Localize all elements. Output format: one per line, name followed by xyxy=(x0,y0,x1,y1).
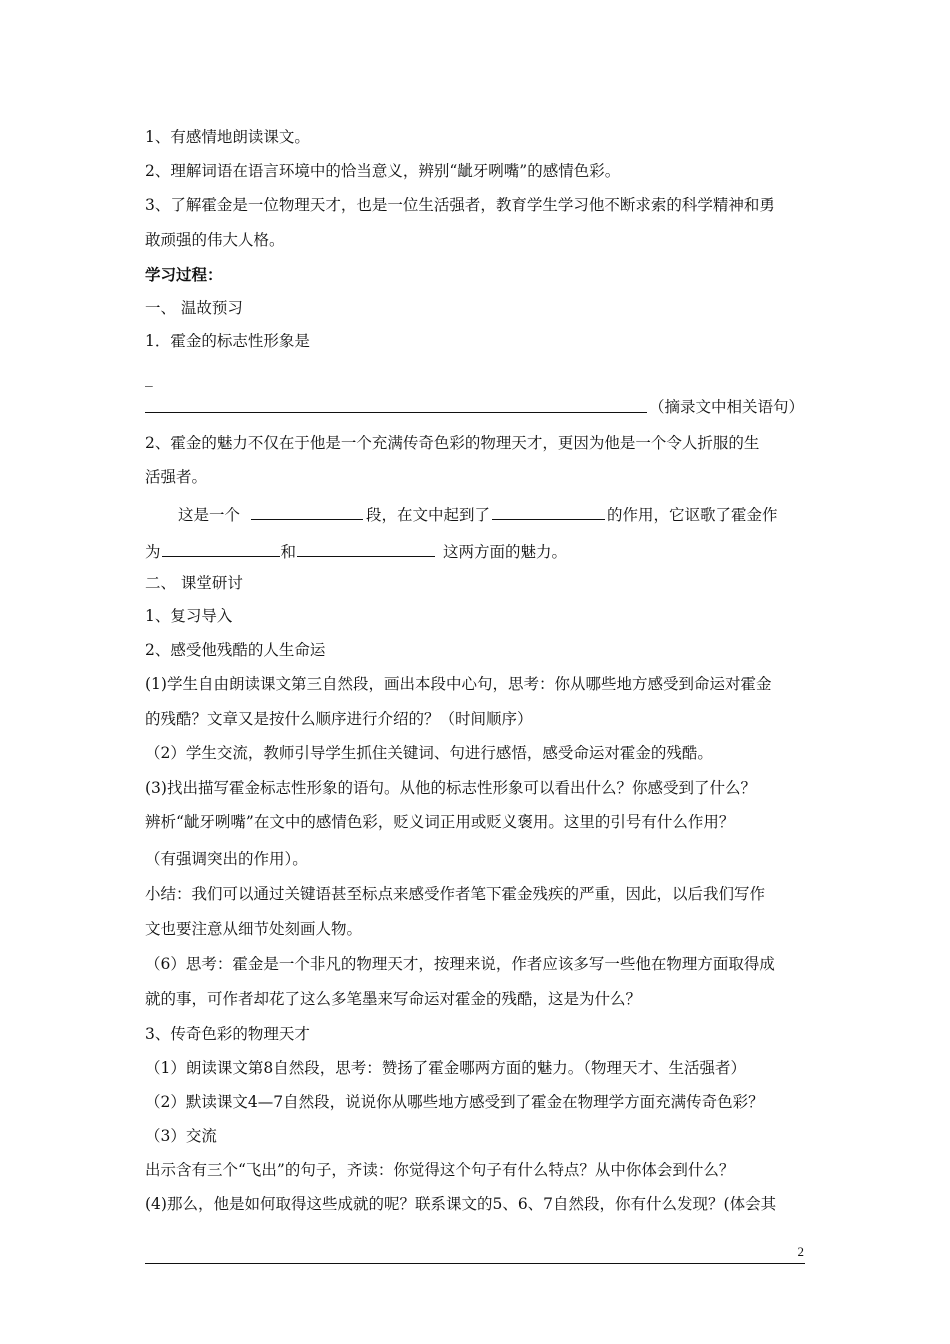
section2-line: (4)那么，他是如何取得这些成就的呢？联系课文的5、6、7自然段，你有什么发现？(体会其 xyxy=(145,1195,777,1213)
fill1-text-b: 段，在文中起到了 xyxy=(365,506,490,524)
section2-line: （3）交流 xyxy=(145,1127,217,1145)
fill2-text-a: 为 xyxy=(145,543,161,561)
fill1-text-c: 的作用，它讴歌了霍金作 xyxy=(606,506,778,524)
section2-line: （1）朗读课文第8自然段，思考：赞扬了霍金哪两方面的魅力。（物理天才、生活强者） xyxy=(145,1059,746,1077)
answer-line-1 xyxy=(145,412,647,413)
section2-line: 3、传奇色彩的物理天才 xyxy=(145,1025,310,1043)
fill-sentence-1 xyxy=(178,503,777,525)
question-1-dash: _ xyxy=(145,369,153,387)
footer-rule xyxy=(145,1263,805,1264)
fill-blank-3 xyxy=(162,540,280,557)
fill2-text-c: 这两方面的魅力。 xyxy=(443,543,568,561)
question-2-line1: 2、霍金的魅力不仅在于他是一个充满传奇色彩的物理天才，更因为他是一个令人折服的生 xyxy=(145,434,760,452)
question-1: 1．霍金的标志性形象是 xyxy=(145,332,310,350)
section2-line: 小结：我们可以通过关键语甚至标点来感受作者笔下霍金残疾的严重，因此，以后我们写作 xyxy=(145,885,766,903)
section2-line: (3)找出描写霍金标志性形象的语句。从他的标志性形象可以看出什么？你感受到了什么？ xyxy=(145,779,756,797)
section2-line: （有强调突出的作用）。 xyxy=(145,850,308,868)
section2-line: 1、复习导入 xyxy=(145,607,233,625)
page-number: 2 xyxy=(797,1244,804,1259)
fill1-text-a: 这是一个 xyxy=(178,506,241,524)
objective-3: 3、了解霍金是一位物理天才，也是一位生活强者，教育学生学习他不断求索的科学精神和勇 xyxy=(145,196,775,214)
process-heading: 学习过程： xyxy=(145,265,223,284)
fill-sentence-2 xyxy=(145,540,567,562)
section2-line: 出示含有三个“飞出”的句子，齐读：你觉得这个句子有什么特点？从中你体会到什么？ xyxy=(145,1161,735,1179)
fill-blank-2 xyxy=(492,503,605,520)
section2-line: 的残酷？文章又是按什么顺序进行介绍的？（时间顺序） xyxy=(145,710,533,728)
section1-title: 一、 温故预习 xyxy=(145,299,243,317)
objective-1: 1、有感情地朗读课文。 xyxy=(145,128,310,146)
section2-line: （6）思考：霍金是一个非凡的物理天才，按理来说，作者应该多写一些他在物理方面取得成 xyxy=(145,955,775,973)
section2-line: （2）默读课文4—7自然段，说说你从哪些地方感受到了霍金在物理学方面充满传奇色彩？ xyxy=(145,1093,764,1111)
section2-line: 辨析“龇牙咧嘴”在文中的感情色彩，贬义词正用或贬义褒用。这里的引号有什么作用？ xyxy=(145,813,735,831)
fill-blank-4 xyxy=(297,540,435,557)
section2-line: 文也要注意从细节处刻画人物。 xyxy=(145,920,363,938)
section2-line: （2）学生交流，教师引导学生抓住关键词、句进行感悟，感受命运对霍金的残酷。 xyxy=(145,744,713,762)
objective-3-cont: 敢顽强的伟大人格。 xyxy=(145,231,285,249)
fill-blank-1 xyxy=(251,503,363,520)
fill2-text-b: 和 xyxy=(280,543,297,561)
section2-line: (1)学生自由朗读课文第三自然段，画出本段中心句，思考：你从哪些地方感受到命运对霍金 xyxy=(145,675,772,693)
section2-line: 2、感受他残酷的人生命运 xyxy=(145,641,326,659)
question-2-line2: 活强者。 xyxy=(145,468,208,486)
section2-line: 就的事，可作者却花了这么多笔墨来写命运对霍金的残酷，这是为什么？ xyxy=(145,990,642,1008)
section2-title: 二、 课堂研讨 xyxy=(145,574,243,592)
question-1-note: （摘录文中相关语句） xyxy=(649,398,805,416)
objective-2: 2、理解词语在语言环境中的恰当意义，辨别“龇牙咧嘴”的感情色彩。 xyxy=(145,162,621,180)
